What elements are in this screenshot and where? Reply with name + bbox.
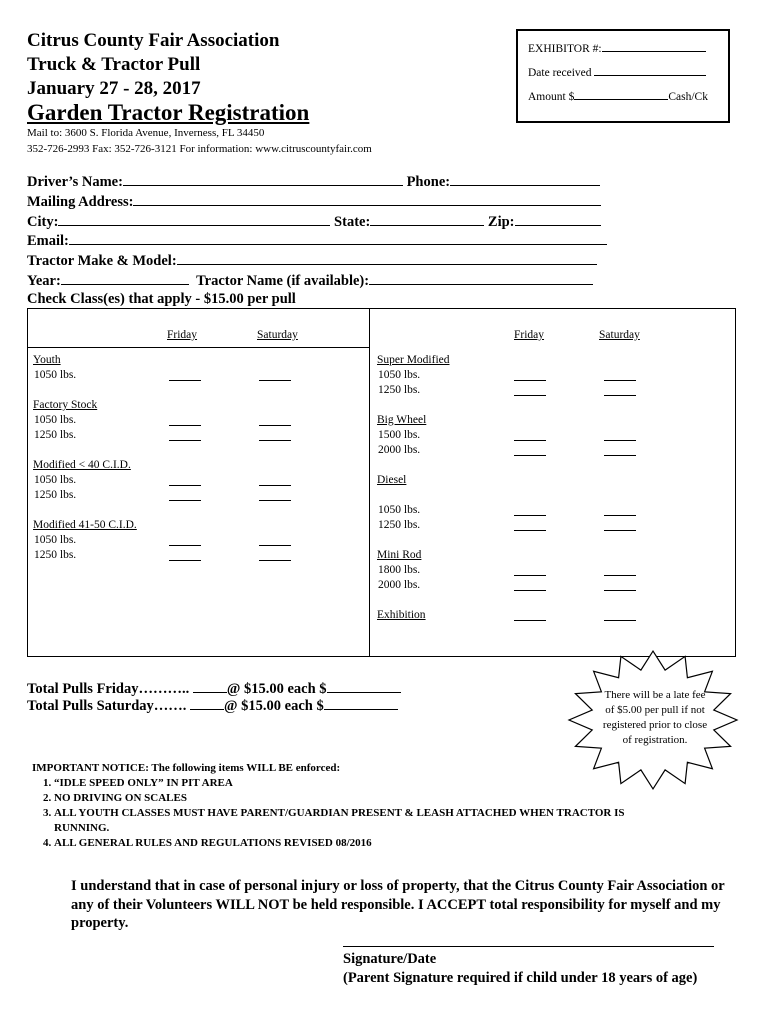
late-fee-text	[590, 688, 720, 748]
friday-pull-blank[interactable]	[514, 505, 546, 516]
table-divider	[369, 309, 370, 656]
saturday-pull-blank[interactable]	[259, 490, 291, 501]
class-weight: 1250 lbs.	[34, 429, 77, 441]
friday-pull-blank[interactable]	[514, 520, 546, 531]
friday-pull-blank[interactable]	[169, 430, 201, 441]
notice-heading: IMPORTANT NOTICE: The following items WILL BE enforced:	[32, 762, 341, 774]
mail-to-address: Mail to: 3600 S. Florida Avenue, Inverness, FL 34450	[27, 127, 265, 139]
signature-date-label: Signature/Date	[343, 951, 437, 967]
friday-price-label: @ $15.00 each $	[226, 681, 327, 697]
tractor-row	[27, 251, 627, 271]
friday-pull-blank[interactable]	[514, 385, 546, 396]
phone-field[interactable]	[450, 172, 600, 186]
notice-item: 3. ALL YOUTH CLASSES MUST HAVE PARENT/GUARDIAN PRESENT & LEASH ATTACHED WHEN TRACTOR IS RUNNING.	[54, 806, 652, 836]
class-weight: 1250 lbs.	[34, 489, 77, 501]
mailing-row	[27, 192, 627, 212]
notice-list	[32, 776, 652, 851]
class-weight: 2000 lbs.	[378, 579, 421, 591]
state-field[interactable]	[370, 212, 484, 226]
right-saturday-header: Saturday	[599, 329, 640, 341]
exhibitor-office-box	[516, 29, 730, 123]
amount-field[interactable]	[574, 88, 668, 100]
friday-pull-blank[interactable]	[514, 580, 546, 591]
year-label: Year:	[27, 272, 61, 289]
saturday-pull-blank[interactable]	[259, 370, 291, 381]
saturday-pull-blank[interactable]	[604, 505, 636, 516]
tractor-make-model-field[interactable]	[177, 251, 597, 265]
class-weight: 1050 lbs.	[378, 504, 421, 516]
class-weight: 1250 lbs.	[378, 519, 421, 531]
class-weight: 1250 lbs.	[378, 384, 421, 396]
saturday-pull-blank[interactable]	[604, 430, 636, 441]
exhibitor-number-row	[528, 40, 706, 55]
city-state-zip-row	[27, 212, 627, 232]
saturday-pull-blank[interactable]	[259, 535, 291, 546]
total-saturday-label: Total Pulls Saturday…….	[27, 698, 187, 714]
class-title: Super Modified	[377, 354, 450, 366]
class-title: Modified 41-50 C.I.D.	[33, 519, 137, 531]
acceptance-statement: I understand that in case of personal injury or loss of property, that the Citrus County Fair Association or any of their Volunteers WILL NOT be held responsible. I ACCEPT total responsibility for myself and my property.	[71, 878, 725, 931]
saturday-pull-blank[interactable]	[604, 565, 636, 576]
total-saturday-count-field[interactable]	[190, 696, 224, 710]
class-weight: 2000 lbs.	[378, 444, 421, 456]
class-title: Big Wheel	[377, 414, 427, 426]
class-title: Exhibition	[377, 609, 426, 621]
driver-name-label: Driver’s Name:	[27, 174, 123, 190]
saturday-pull-blank[interactable]	[259, 430, 291, 441]
contact-info: 352-726-2993 Fax: 352-726-3121 For information: www.citruscountyfair.com	[27, 143, 372, 155]
class-weight: 1050 lbs.	[378, 369, 421, 381]
saturday-price-label: @ $15.00 each $	[224, 698, 324, 714]
org-name: Citrus County Fair Association	[27, 30, 280, 51]
class-weight: 1050 lbs.	[34, 414, 77, 426]
registration-fields	[27, 172, 627, 309]
total-friday-label: Total Pulls Friday………..	[27, 681, 190, 697]
date-received-field[interactable]	[594, 64, 706, 76]
amount-label: Amount $	[528, 91, 575, 103]
cash-check-label: Cash/Ck	[668, 91, 708, 103]
friday-pull-blank[interactable]	[169, 535, 201, 546]
email-row	[27, 231, 627, 251]
class-weight: 1800 lbs.	[378, 564, 421, 576]
parent-signature-note: (Parent Signature required if child under 18 years of age)	[343, 970, 698, 986]
check-class-instruction: Check Class(es) that apply - $15.00 per pull	[27, 290, 296, 307]
saturday-pull-blank[interactable]	[259, 415, 291, 426]
amount-row	[528, 88, 708, 103]
saturday-pull-blank[interactable]	[259, 475, 291, 486]
friday-pull-blank[interactable]	[169, 415, 201, 426]
city-field[interactable]	[58, 212, 330, 226]
left-header-rule	[28, 347, 369, 348]
mailing-address-field[interactable]	[133, 192, 601, 206]
saturday-pull-blank[interactable]	[604, 610, 636, 621]
saturday-pull-blank[interactable]	[259, 550, 291, 561]
class-table	[27, 308, 736, 657]
right-friday-header: Friday	[514, 329, 545, 341]
total-friday-count-field[interactable]	[193, 679, 227, 693]
exhibitor-number-field[interactable]	[602, 40, 706, 52]
total-friday-amount-field[interactable]	[327, 679, 401, 693]
notice-item: 2. NO DRIVING ON SCALES	[54, 791, 652, 806]
notice-item: 4. ALL GENERAL RULES AND REGULATIONS REVISED 08/2016	[54, 836, 652, 851]
mailing-address-label: Mailing Address:	[27, 193, 134, 210]
total-saturday-amount-field[interactable]	[324, 696, 398, 710]
saturday-pull-blank[interactable]	[604, 520, 636, 531]
friday-pull-blank[interactable]	[514, 430, 546, 441]
class-title: Diesel	[377, 474, 407, 486]
class-weight: 1050 lbs.	[34, 474, 77, 486]
late-fee-line-2: of $5.00 per pull if not	[605, 704, 705, 716]
tractor-name-field[interactable]	[369, 271, 593, 285]
class-weight: 1050 lbs.	[34, 534, 77, 546]
friday-pull-blank[interactable]	[169, 475, 201, 486]
exhibitor-number-label: EXHIBITOR #:	[528, 43, 602, 55]
year-field[interactable]	[61, 271, 189, 285]
email-field[interactable]	[69, 231, 607, 245]
class-weight: 1050 lbs.	[34, 369, 77, 381]
city-label: City:	[27, 213, 59, 230]
late-fee-line-3: registered prior to close	[602, 719, 708, 731]
class-title: Youth	[33, 354, 61, 366]
state-label: State:	[334, 213, 371, 230]
form-title: Garden Tractor Registration	[27, 100, 310, 125]
class-title: Factory Stock	[33, 399, 98, 411]
class-weight: 1250 lbs.	[34, 549, 77, 561]
class-title: Modified < 40 C.I.D.	[33, 459, 131, 471]
important-notice	[32, 761, 652, 851]
saturday-pull-blank[interactable]	[604, 445, 636, 456]
zip-field[interactable]	[515, 212, 601, 226]
friday-pull-blank[interactable]	[169, 490, 201, 501]
event-dates: January 27 - 28, 2017	[27, 78, 201, 99]
friday-pull-blank[interactable]	[514, 445, 546, 456]
saturday-pull-blank[interactable]	[604, 385, 636, 396]
late-fee-line-1: There will be a late fee	[604, 689, 706, 701]
total-saturday-row	[27, 696, 398, 715]
saturday-pull-blank[interactable]	[604, 580, 636, 591]
friday-pull-blank[interactable]	[514, 565, 546, 576]
date-received-row	[528, 64, 706, 79]
class-weight: 1500 lbs.	[378, 429, 421, 441]
friday-pull-blank[interactable]	[169, 370, 201, 381]
email-label: Email:	[27, 233, 69, 250]
year-name-row	[27, 271, 627, 291]
notice-item: 1. “IDLE SPEED ONLY” IN PIT AREA	[54, 776, 652, 791]
friday-pull-blank[interactable]	[514, 370, 546, 381]
late-fee-line-4: of registration.	[622, 734, 688, 746]
zip-label: Zip:	[487, 213, 515, 230]
saturday-pull-blank[interactable]	[604, 370, 636, 381]
friday-pull-blank[interactable]	[169, 550, 201, 561]
tractor-name-label: Tractor Name (if available):	[196, 272, 370, 289]
left-friday-header: Friday	[167, 329, 198, 341]
date-received-label: Date received	[528, 67, 592, 79]
signature-line[interactable]	[343, 946, 714, 947]
friday-pull-blank[interactable]	[514, 610, 546, 621]
phone-label: Phone:	[406, 174, 451, 190]
left-saturday-header: Saturday	[257, 329, 298, 341]
event-name: Truck & Tractor Pull	[27, 54, 201, 75]
class-title: Mini Rod	[377, 549, 422, 561]
driver-phone-row	[27, 172, 627, 192]
tractor-make-model-label: Tractor Make & Model:	[27, 253, 177, 270]
driver-name-field[interactable]	[123, 172, 403, 186]
